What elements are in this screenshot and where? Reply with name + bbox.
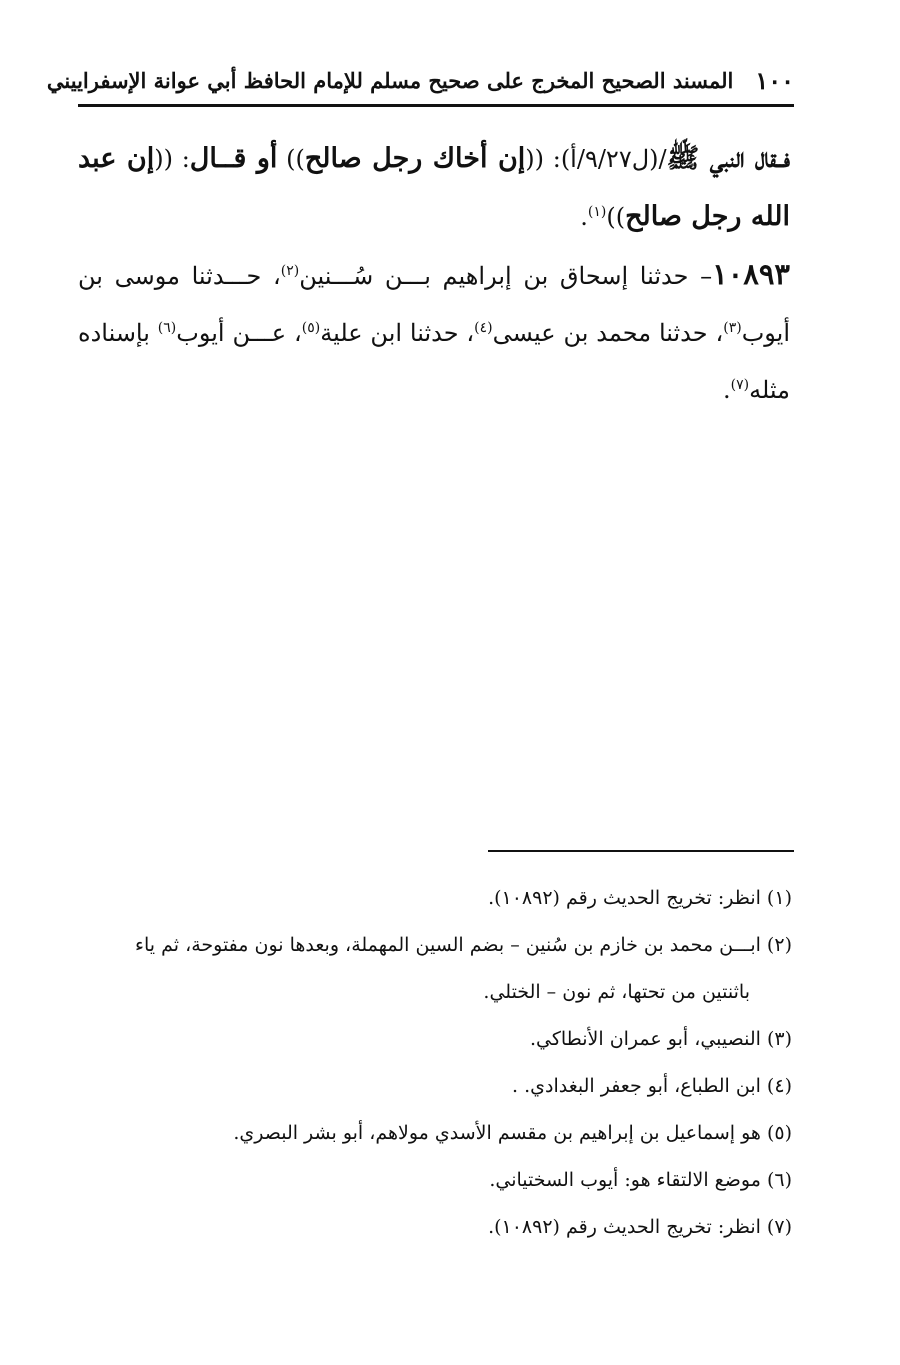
footnote-3: (٣) النصيبي، أبو عمران الأنطاكي. — [529, 1028, 792, 1050]
footnotes — [78, 876, 792, 1252]
footnote-ref-4: (٤) — [474, 320, 493, 336]
footnote-4: (٤) ابن الطباع، أبو جعفر البغدادي. . — [512, 1075, 792, 1097]
text-run: ، عـــن أيوب — [176, 319, 302, 347]
page-header — [46, 62, 794, 98]
footnote-6: (٦) موضع الالتقاء هو: أيوب السختياني. — [489, 1169, 792, 1191]
text-run: ، حدثنا محمد بن عيسى — [492, 319, 724, 347]
text-run: )) — [606, 203, 626, 231]
text-run: . — [580, 203, 588, 231]
text-run: ، حـــدثنا موسى بن أيوب — [78, 262, 791, 347]
footnote-ref-7: (٧) — [730, 377, 750, 393]
text-run: )) — [277, 145, 305, 173]
footnote-ref-5: (٥) — [301, 320, 321, 336]
hadith-number: ١٠٨٩٣ — [712, 257, 790, 291]
text-run: إن عبد الله رجل صالح — [78, 143, 790, 232]
text-run: /(ل٩/٢٧/أ): (( — [525, 145, 667, 173]
text-run: – حدثنا إسحاق بن إبراهيم بـــن سُـــنين — [299, 262, 713, 290]
footnote-ref-1: (١) — [587, 204, 607, 220]
footnote-5: (٥) هو إسماعيل بن إبراهيم بن مقسم الأسدي مولاهم، أبو بشر البصري. — [233, 1122, 792, 1144]
main-text — [78, 130, 790, 419]
page-number: ١٠٠ — [755, 65, 794, 95]
footnote-2: (٢) ابـــن محمد بن خازم بن سُنين – بضم السين المهملة، وبعدها نون مفتوحة، ثم ياء — [135, 934, 792, 956]
text-run: بإسناده مثله — [78, 319, 790, 404]
text-run: : (( — [154, 145, 190, 173]
text-run: أو قــال — [189, 143, 278, 174]
text-run: فــقال النبي ﷺ — [666, 143, 791, 174]
paragraph-prophet-saying — [78, 130, 790, 246]
text-run: ، حدثنا ابن علية — [320, 319, 475, 347]
hadith-10893 — [78, 246, 790, 419]
footnote-ref-6: (٦) — [157, 320, 177, 336]
running-title: المسند الصحيح المخرج على صحيح مسلم للإمام الحافظ أبي عوانة الإسفراييني — [46, 67, 734, 93]
text-run: . — [722, 376, 731, 404]
footnote-ref-2: (٢) — [280, 263, 300, 279]
header-rule — [78, 104, 794, 107]
text-run: إن أخاك رجل صالح — [304, 143, 526, 174]
footnote-1: (١) انظر: تخريج الحديث رقم (١٠٨٩٢). — [488, 887, 792, 909]
footnote-separator — [488, 850, 794, 852]
footnote-ref-3: (٣) — [723, 320, 742, 336]
footnote-7: (٧) انظر: تخريج الحديث رقم (١٠٨٩٢). — [488, 1216, 792, 1238]
footnote-2-continuation: باثنتين من تحتها، ثم نون – الختلي. — [483, 981, 750, 1003]
